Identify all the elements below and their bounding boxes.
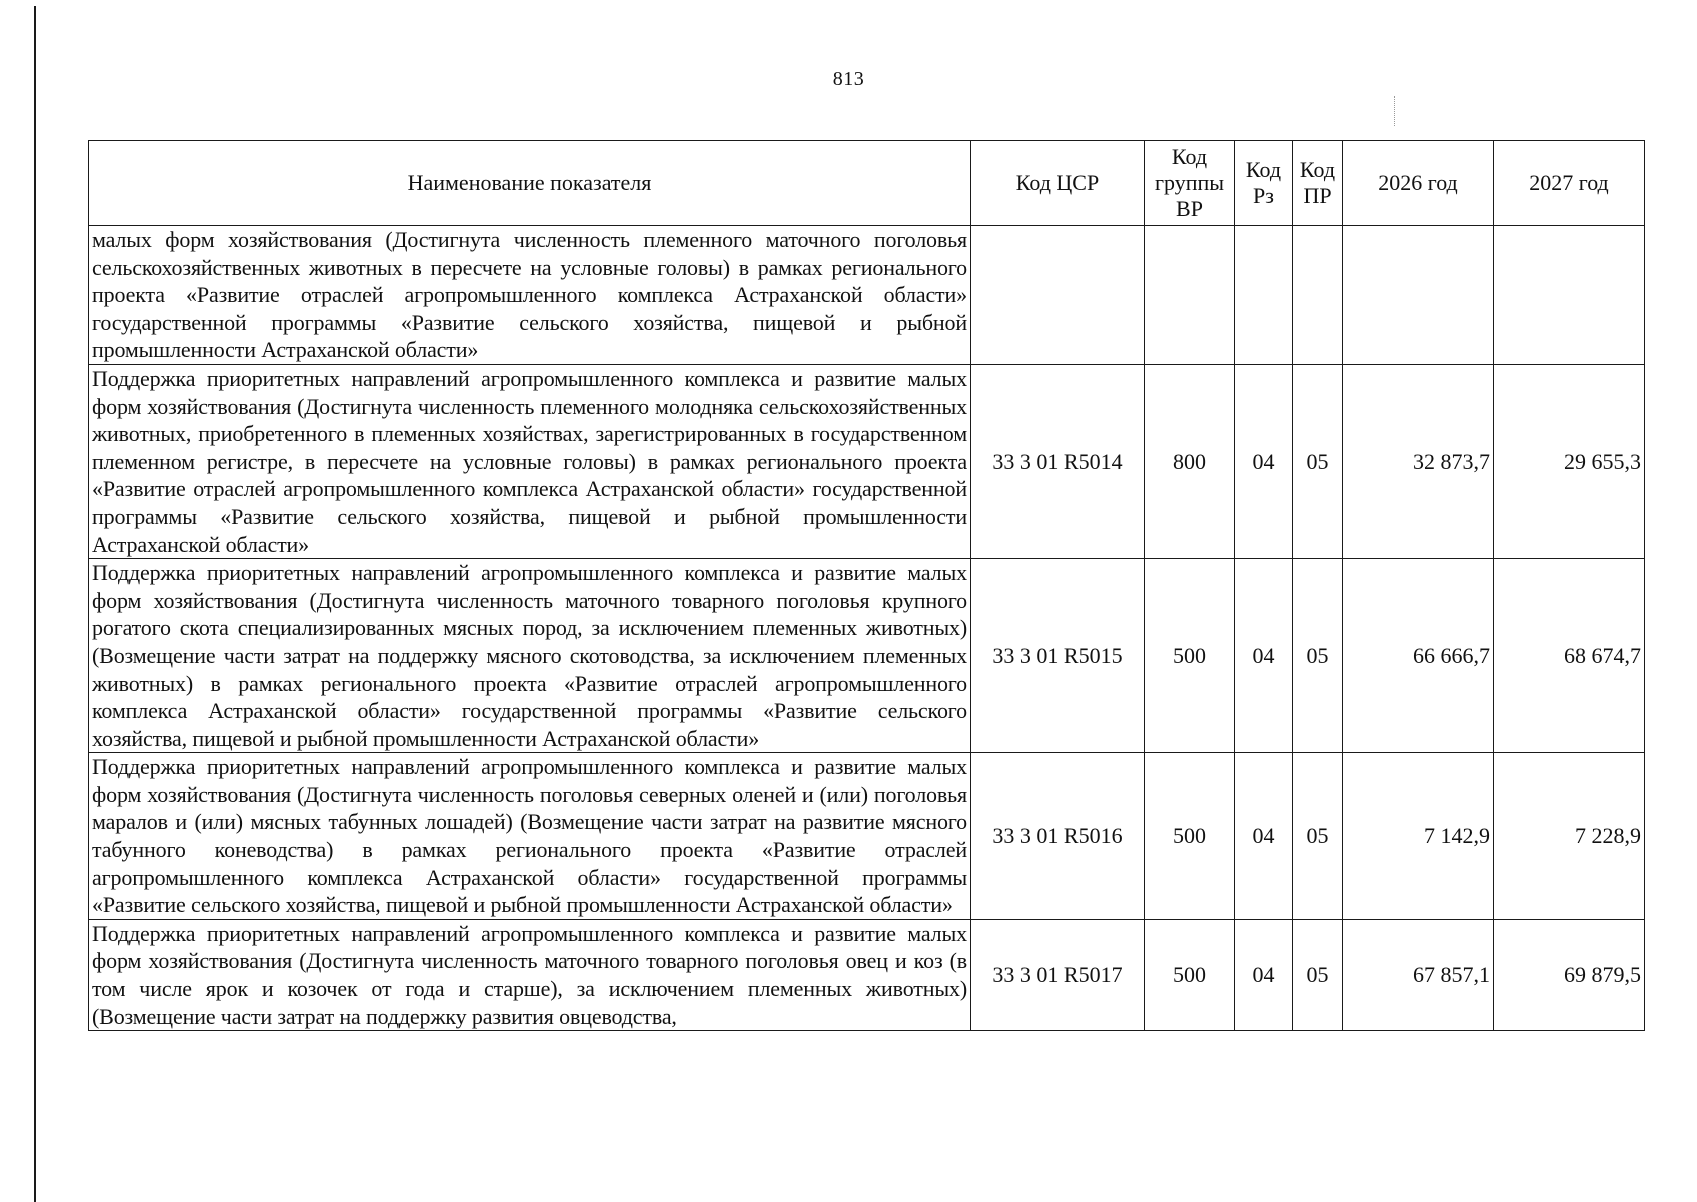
csr-code: 33 3 01 R5014 [971,364,1145,558]
pr-code [1293,226,1343,365]
table-row [89,753,1645,920]
rz-code: 04 [1235,753,1293,920]
indicator-name: Поддержка приоритетных направлений агропромышленного комплекса и развитие малых форм хозяйствования (Достигнута численность племенного молодняка сельскохозяйственных животных, приобретенного в племенных хозяйствах, зарегистрированных в государственном племенном регистре, в пересчете на условные головы) в рамках регионального проекта «Развитие отраслей агропромышленного комплекса Астраханской области» государственной программы «Развитие сельского хозяйства, пищевой и рыбной промышленности Астраханской области» [89,364,971,558]
amount-2027: 29 655,3 [1494,364,1645,558]
table-row [89,559,1645,753]
amount-2026 [1343,226,1494,365]
csr-code: 33 3 01 R5016 [971,753,1145,920]
vr-code: 500 [1145,919,1235,1030]
header-vr: Код группы ВР [1145,141,1235,226]
table-row [89,364,1645,558]
amount-2027: 68 674,7 [1494,559,1645,753]
amount-2027 [1494,226,1645,365]
vr-code: 800 [1145,364,1235,558]
csr-code [971,226,1145,365]
amount-2027: 7 228,9 [1494,753,1645,920]
rz-code: 04 [1235,559,1293,753]
header-name: Наименование показателя [89,141,971,226]
csr-code: 33 3 01 R5015 [971,559,1145,753]
pr-code: 05 [1293,919,1343,1030]
table-row [89,919,1645,1030]
budget-table [88,140,1645,1031]
header-2027: 2027 год [1494,141,1645,226]
rz-code: 04 [1235,919,1293,1030]
pr-code: 05 [1293,753,1343,920]
amount-2026: 67 857,1 [1343,919,1494,1030]
rz-code [1235,226,1293,365]
amount-2026: 32 873,7 [1343,364,1494,558]
pr-code: 05 [1293,559,1343,753]
vr-code: 500 [1145,559,1235,753]
vr-code [1145,226,1235,365]
header-2026: 2026 год [1343,141,1494,226]
csr-code: 33 3 01 R5017 [971,919,1145,1030]
scan-artifact [1394,96,1396,126]
page-number: 813 [832,68,865,90]
table-row [89,226,1645,365]
header-rz: Код Рз [1235,141,1293,226]
table-header-row [89,141,1645,226]
indicator-name: Поддержка приоритетных направлений агропромышленного комплекса и развитие малых форм хозяйствования (Достигнута численность маточного товарного поголовья крупного рогатого скота специализированных мясных пород, за исключением племенных животных) (Возмещение части затрат на поддержку мясного скотоводства, за исключением племенных животных) в рамках регионального проекта «Развитие отраслей агропромышленного комплекса Астраханской области» государственной программы «Развитие сельского хозяйства, пищевой и рыбной промышленности Астраханской области» [89,559,971,753]
indicator-name: Поддержка приоритетных направлений агропромышленного комплекса и развитие малых форм хозяйствования (Достигнута численность поголовья северных оленей и (или) поголовья маралов и (или) мясных табунных лошадей) (Возмещение части затрат на развитие мясного табунного коневодства) в рамках регионального проекта «Развитие отраслей агропромышленного комплекса Астраханской области» государственной программы «Развитие сельского хозяйства, пищевой и рыбной промышленности Астраханской области» [89,753,971,920]
indicator-name: малых форм хозяйствования (Достигнута численность племенного маточного поголовья сельскохозяйственных животных в пересчете на условные головы) в рамках регионального проекта «Развитие отраслей агропромышленного комплекса Астраханской области» государственной программы «Развитие сельского хозяйства, пищевой и рыбной промышленности Астраханской области» [89,226,971,365]
amount-2026: 7 142,9 [1343,753,1494,920]
header-csr: Код ЦСР [971,141,1145,226]
amount-2027: 69 879,5 [1494,919,1645,1030]
amount-2026: 66 666,7 [1343,559,1494,753]
indicator-name: Поддержка приоритетных направлений агропромышленного комплекса и развитие малых форм хозяйствования (Достигнута численность маточного товарного поголовья овец и коз (в том числе ярок и козочек от года и старше), за исключением племенных животных) (Возмещение части затрат на поддержку развития овцеводства, [89,919,971,1030]
header-pr: Код ПР [1293,141,1343,226]
vr-code: 500 [1145,753,1235,920]
pr-code: 05 [1293,364,1343,558]
rz-code: 04 [1235,364,1293,558]
page-binding-edge [34,6,36,1202]
